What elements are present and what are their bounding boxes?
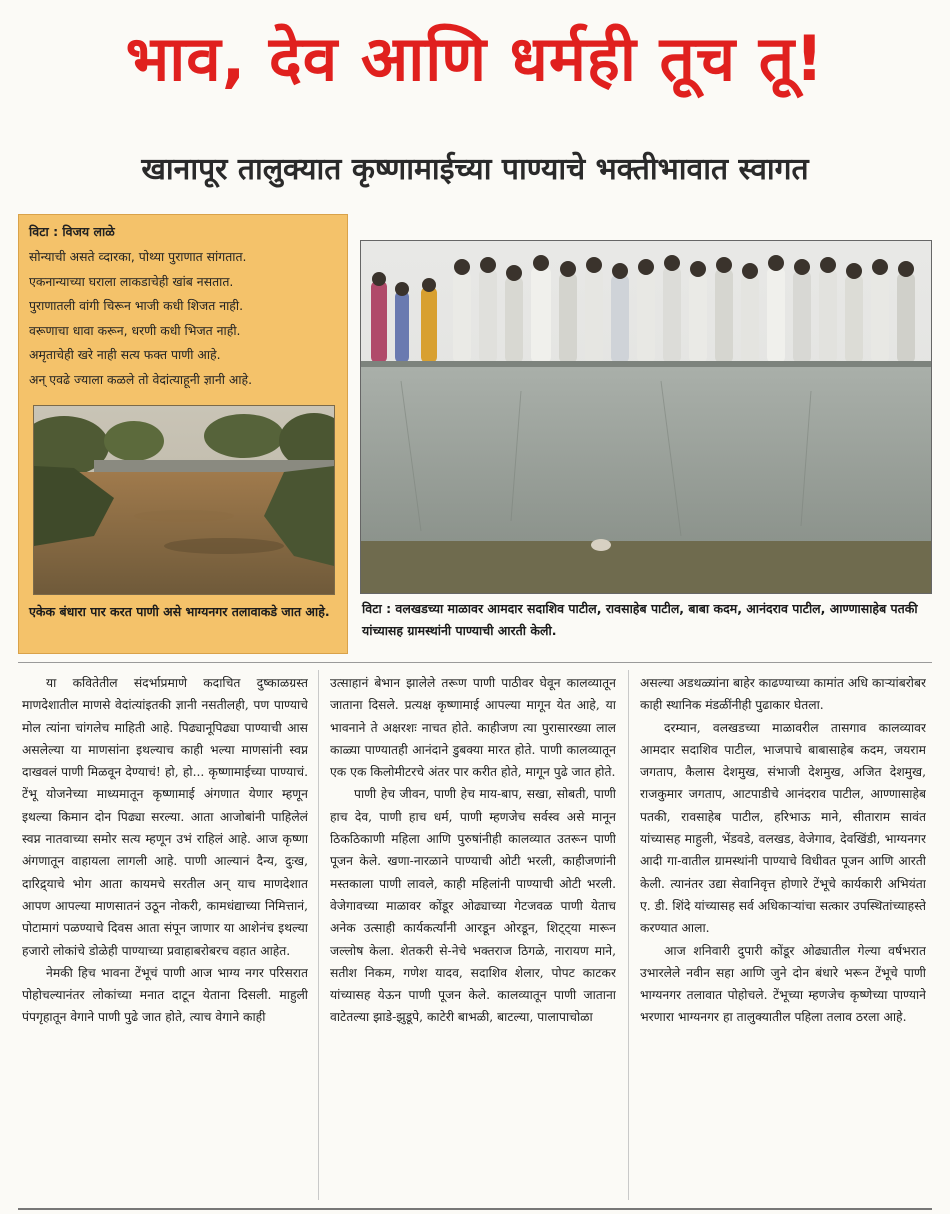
article-paragraph: असल्या अडथळ्यांना बाहेर काढण्याच्या कामांत अधि काऱ्यांबरोबर काही स्थानिक मंडळींनीही पुढाकार घेतला.: [640, 676, 926, 713]
poem-line: अन् एवढे ज्याला कळले तो वेदांत्याहूनी ज्ञानी आहे.: [29, 371, 253, 387]
subheadline: खानापूर तालुक्यात कृष्णामाईच्या पाण्याचे भक्तीभावात स्वागत: [141, 152, 809, 187]
poem-line: पुराणातली वांगी चिरून भाजी कधी शिजत नाही.: [29, 298, 244, 313]
article-column-1: [22, 672, 308, 1208]
article-paragraph: आज शनिवारी दुपारी कोंडूर ओढ्यातील गेल्या वर्षभरात उभारलेले नवीन सहा आणि जुने दोन बंधारे भरून टेंभूचे पाणी भाग्यनगर तलावात पोहोचले. टेंभूच्या म्हणजेच कृष्णेच्या पाण्याने भरणारा भाग्यनगर हा तालुक्यातील पहिला तलाव ठरला आहे.: [640, 943, 926, 1025]
article-paragraph: दरम्यान, वलखडच्या माळावरील तासगाव कालव्यावर आमदार सदाशिव पाटील, भाजपाचे बाबासाहेब कदम, जयराम जगताप, कैलास देशमुख, संभाजी देशमुख, अजित देशमुख, राजकुमार जगताप, आटपाडीचे आनंदराव पाटील, आण्णासाहेब पतकी, रावसाहेब पाटील, हरिभाऊ माने, सीताराम सावंत यांच्यासह माहुली, भेंडवडे, वलखड, वेजेगाव, देवखिंडी, भाग्यनगर आदी गा-वातील ग्रामस्थांनी पाण्याचे विधीवत पूजन आणि आरती केली. त्यानंतर उद्या सेवानिवृत्त होणारे टेंभूचे कार्यकारी अभियंता ए. डी. शिंदे यांच्यासह सर्व अधिकाऱ्यांचा सत्कार उपस्थितांच्याहस्ते करण्यात आला.: [640, 720, 926, 936]
poem-line: सोन्याची असते व्दारका, पोथ्या पुराणात सांगतात.: [29, 249, 247, 264]
headline: भाव, देव आणि धर्मही तूच तू!: [125, 22, 825, 95]
river-dam-photo-image: [34, 406, 334, 594]
article-paragraph: नेमकी हिच भावना टेंभूचं पाणी आज भाग्य नगर परिसरात पोहोचल्यानंतर लोकांच्या मनात दाटून येताना दिसली. माहुली पंपगृहातून वेगाने पाणी पुढे जात होते, त्याच वेगाने काही: [22, 965, 308, 1025]
poem-box: [18, 214, 348, 654]
river-photo-caption: एकेक बंधारा पार करत पाणी असे भाग्यनगर तलावाकडे जात आहे.: [29, 604, 330, 619]
poem-line: वरूणाचा धावा करून, धरणी कधी भिजत नाही.: [29, 322, 241, 338]
article-column-3: [640, 672, 926, 1208]
section-divider: [18, 662, 932, 663]
article-paragraph: या कवितेतील संदर्भाप्रमाणे कदाचित दुष्काळग्रस्त माणदेशातील माणसे वेदांत्यांइतकी ज्ञानी नसतीलही, पण पाण्याचे मोल त्यांना चांगलेच माहिती आहे. पिढ्यानूपिढ्या पाण्याची आस असलेल्या या माणसांना इथल्याच काही भल्या माणसांनी स्वप्न दाखवलं पाणी मिळवून देण्याचं! हो, हो... कृष्णामाईच्या पाण्याचं. टेंभू योजनेच्या माध्यमातून कृष्णामाई अंगणात येणार म्हणून इथल्या किमान दोन पिढ्या सरल्या. आता आजोबांनी पाहिलेलं स्वप्न नातवाच्या समोर सत्य म्हणून उभं राहिलं आहे. आज कृष्णा अंगणातून वाहायला लागली आहे. पाणी आल्यानं दैन्य, दुःख, दारिद्र्याचे भोग आता कायमचे सरतील अन् याच माणदेशात आपण आपल्या माणसातनं उठून नोकरी, कामधंद्याच्या निमित्तानं, पोटामागं पळण्याचे दिवस आता संपून जाणार या आशेनंच इथल्या हजारो लोकांचे डोळेही पाण्याच्या प्रवाहाबरोबरच वहात आहेत.: [22, 676, 308, 958]
main-photo-caption: विटा : वलखडच्या माळावर आमदार सदाशिव पाटील, रावसाहेब पाटील, बाबा कदम, आनंदराव पाटील, आण्णासाहेब पतकी यांच्यासह ग्रामस्थांनी पाण्याची आरती केली.: [362, 601, 918, 638]
column-divider: [318, 670, 319, 1200]
article-paragraph: पाणी हेच जीवन, पाणी हेच माय-बाप, सखा, सोबती, पाणी हाच देव, पाणी हाच धर्म, पाणी म्हणजेच सर्वस्व असे मानून ठिकठिकाणी महिला आणि पुरुषांनीही कालव्यात उतरून पाणी पूजन केले. खणा-नारळाने पाण्याची ओटी भरली, काहीजणांनी मस्तकाला पाणी लावले, काही महिलांनी पाण्याची ओटी भरली. वेजेगावच्या माळावर कोंडूर ओढ्याच्या गेटजवळ पाणी येताच अनेक उत्साही कार्यकर्त्यांनी आरडून ओरडून, शिट्ट्या मारून जल्लोष केला. शेतकरी से-नेचे भक्तराज ठिगळे, नारायण माने, सतीश निकम, गणेश यादव, सदाशिव शेलार, पोपट काटकर यांच्यासह येऊन पाणी पूजन केले. कालव्यातून पाणी जाताना वाटेतल्या झाडे-झुडूपे, काटेरी बाभळी, बाटल्या, पालापाचोळा: [330, 787, 616, 1025]
river-dam-photo: [33, 405, 335, 595]
column-divider: [628, 670, 629, 1200]
poem-line: अमृताचेही खरे नाही सत्य फक्त पाणी आहे.: [29, 347, 221, 362]
article-paragraph: उत्साहानं बेभान झालेले तरूण पाणी पाठीवर घेवून कालव्यातून जाताना दिसले. प्रत्यक्ष कृष्णामाई आपल्या मागून येत आहे, या भावनाने ते अक्षरशः नाचत होते. काहीजण त्या पुरासारख्या लाल काळ्या पाण्यातही आनंदाने डुबक्या मारत होते. पाणी कालव्यातून एक एक किलोमीटरचे अंतर पार करीत होते, मागून पुढे जात होते.: [330, 676, 616, 780]
poem-lines: [29, 245, 341, 392]
poem-credit: विटा : विजय लाळे: [29, 224, 115, 239]
article-column-2: [330, 672, 616, 1208]
poem-line: एकनान्याच्या घराला लाकडाचेही खांब नसतात.: [29, 273, 234, 289]
bottom-divider: [18, 1208, 932, 1210]
villagers-at-canal-image: [361, 241, 931, 593]
villagers-at-canal-photo: [360, 240, 932, 594]
